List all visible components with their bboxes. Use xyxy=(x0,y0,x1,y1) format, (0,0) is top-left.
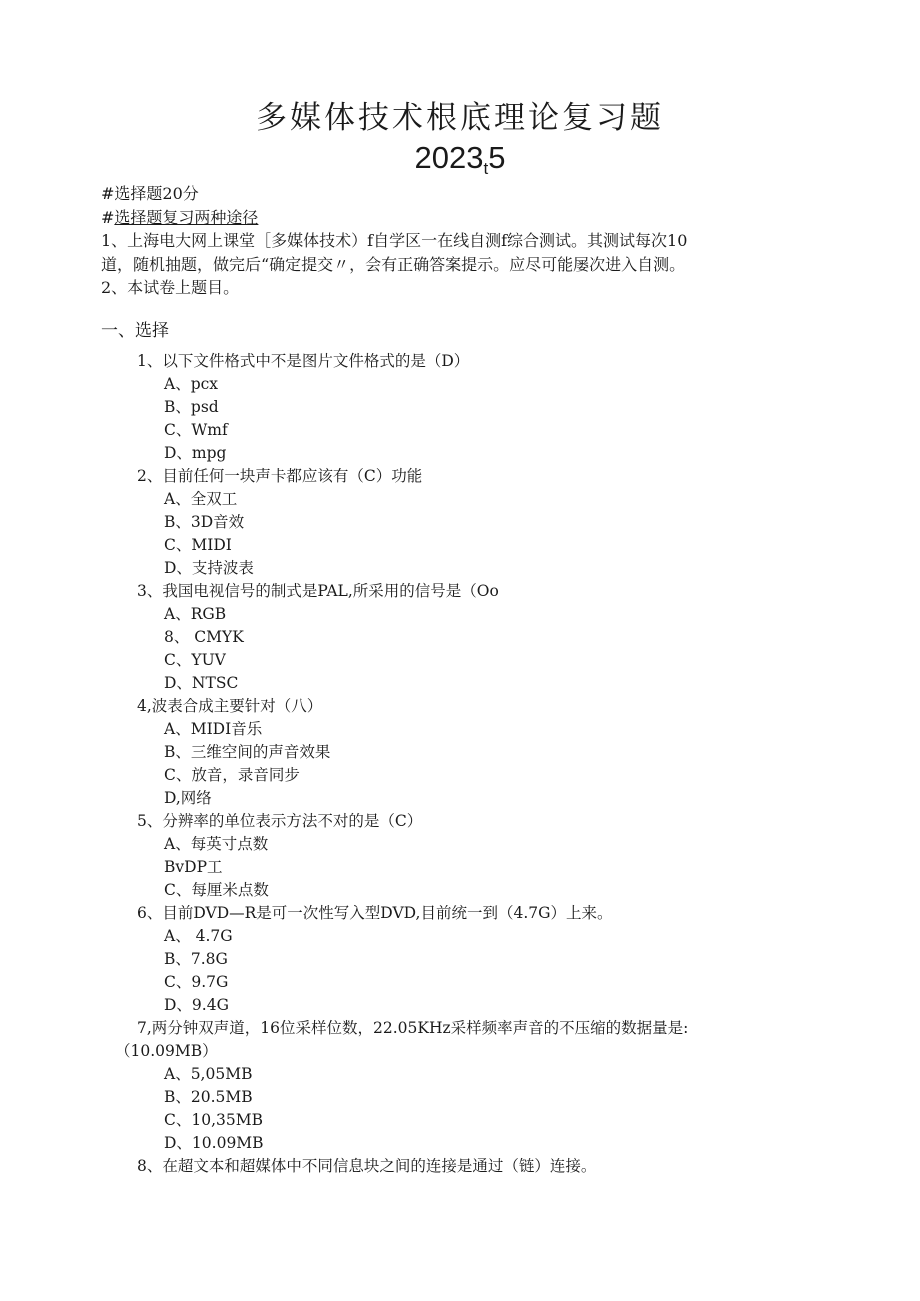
question-text: 6、目前DVD—R是可一次性写入型DVD,目前统一到（4.7G）上来。 xyxy=(137,904,613,922)
answer-option: C、10,35MB xyxy=(164,1111,263,1129)
answer-option: D、9.4G xyxy=(164,996,229,1014)
intro-review-heading: #选择题复习两种途径 xyxy=(101,207,259,227)
intro-review-heading-text: 选择题复习两种途径 xyxy=(114,207,259,227)
answer-option: C、放音，录音同步 xyxy=(164,766,300,784)
answer-option: C、9.7G xyxy=(164,973,229,991)
answer-option: C、MIDI xyxy=(164,536,232,554)
answer-option: A、全双工 xyxy=(164,490,238,508)
date-subscript: t xyxy=(483,159,489,178)
answer-option: C、YUV xyxy=(164,651,226,669)
question-text: 8、在超文本和超媒体中不同信息块之间的连接是通过（链）连接。 xyxy=(137,1157,597,1175)
answer-option: A、RGB xyxy=(164,605,227,623)
answer-option: D、mpg xyxy=(164,444,227,462)
answer-option: B、3D音效 xyxy=(164,513,245,531)
intro-method-2: 2、本试卷上题目。 xyxy=(101,278,240,297)
intro-method-1-cont: 道，随机抽题，做完后“确定提交〃，会有正确答案提示。应尽可能屡次进入自测。 xyxy=(101,254,686,274)
date-end: 5 xyxy=(488,140,506,175)
answer-option: D,网络 xyxy=(164,789,212,807)
answer-option: B、7.8G xyxy=(164,950,228,968)
intro-block xyxy=(101,182,821,300)
answer-option: A、MIDI音乐 xyxy=(164,720,263,738)
answer-option: 8、 CMYK xyxy=(164,628,244,646)
date-main: 2023 xyxy=(414,140,484,175)
answer-option: D、10.09MB xyxy=(164,1134,264,1152)
question-text: 7,两分钟双声道，16位采样位数，22.05KHz采样频率声音的不压缩的数据量是: xyxy=(137,1019,689,1037)
answer-option: D、NTSC xyxy=(164,674,239,692)
question-text: 4,波表合成主要针对（八） xyxy=(137,697,323,715)
intro-score-note: #选择题20分 xyxy=(101,184,199,203)
answer-option: C、Wmf xyxy=(164,421,228,439)
question-text: 3、我国电视信号的制式是PAL,所采用的信号是（Oo xyxy=(137,582,499,600)
answer-option: D、支持波表 xyxy=(164,559,254,577)
answer-option: C、每厘米点数 xyxy=(164,881,269,899)
question-list xyxy=(101,350,821,1178)
answer-option: BvDP工 xyxy=(164,858,223,876)
answer-option: B、psd xyxy=(164,398,219,416)
question-text: 5、分辨率的单位表示方法不对的是（C） xyxy=(137,812,423,830)
document-title: 多媒体技术根底理论复习题 xyxy=(256,100,664,136)
answer-option: A、pcx xyxy=(164,375,219,393)
answer-option: B、20.5MB xyxy=(164,1088,253,1106)
question-text: 1、以下文件格式中不是图片文件格式的是（D） xyxy=(137,352,470,370)
answer-option: A、 4.7G xyxy=(164,927,233,945)
document-date xyxy=(0,140,920,179)
question-text: 2、目前任何一块声卡都应该有（C）功能 xyxy=(137,467,423,485)
intro-method-1: 1、上海电大网上课堂［多媒体技术）f自学区一在线自测f综合测试。其测试每次10 xyxy=(101,231,688,250)
section-title: 一、选择 xyxy=(101,321,169,341)
answer-option: A、每英寸点数 xyxy=(164,835,269,853)
answer-option: A、5,05MB xyxy=(164,1065,253,1083)
answer-option: B、三维空间的声音效果 xyxy=(164,743,331,761)
question-text-continued: （10.09MB） xyxy=(115,1042,218,1060)
